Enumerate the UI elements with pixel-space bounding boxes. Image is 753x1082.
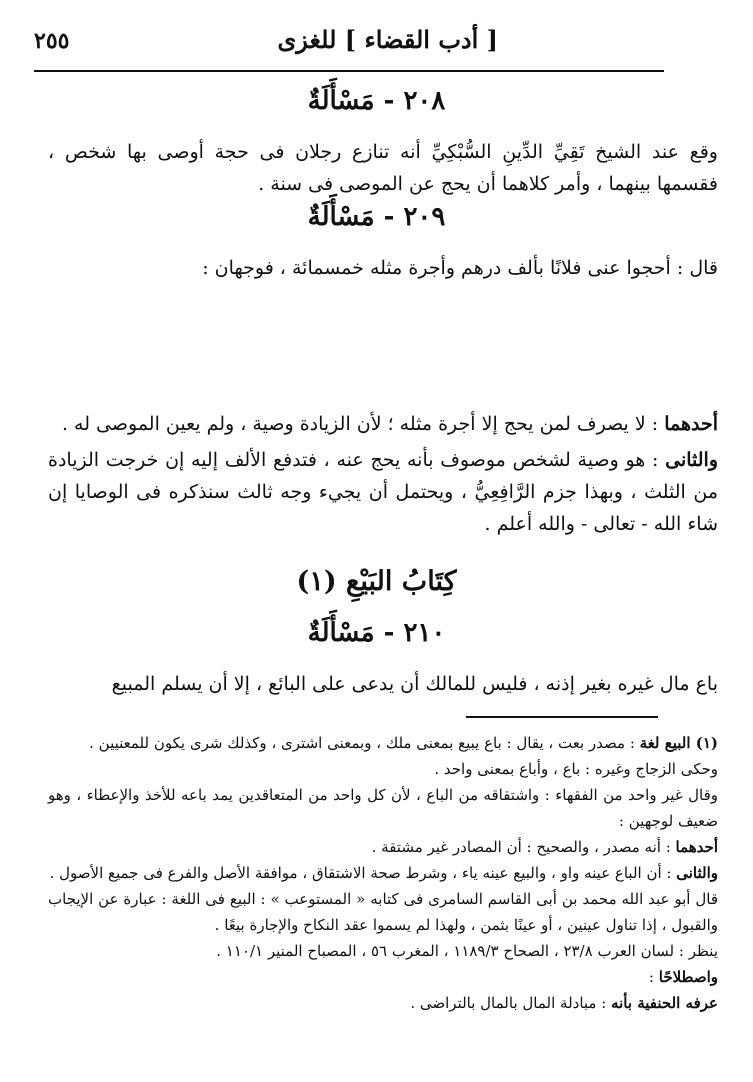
section-208-paragraph: وقع عند الشيخ تَقِيِّ الدِّينِ السُّبْكِيِّ أنه تنازع رجلان فى حجة أوصى بها شخص ، فقسمها بينهما ، وأمر كلاهما أن يحج عن الموصى فى سنة . [48,141,718,195]
running-title: [ أدب القضاء ] للغزى [277,25,498,54]
section-210-body [48,668,718,700]
footnote-lead: أحدهما [675,838,718,856]
footnote-lead: عرفه الحنفية بأنه [611,994,718,1012]
footnote-text: : [648,968,659,986]
footnote-text: ينظر : لسان العرب ٢٣/٨ ، الصحاح ١١٨٩/٣ ، المغرب ٥٦ ، المصباح المنير ١١٠/١ . [216,942,718,960]
section-heading-209: ٢٠٩ - مَسْأَلَةٌ [307,202,446,232]
section-209-paragraph: قال : أحجوا عنى فلانًا بألف درهم وأجرة مثله خمسمائة ، فوجهان : [202,257,718,279]
footnote-text: وقال غير واحد من الفقهاء : واشتقاقه من الباع ، لأن كل واحد من المتعاقدين يمد باعه للأخذ والإعطاء ، وهو ضعيف لوجهين : [48,786,718,830]
section-208-body [48,136,718,200]
paragraph-text: : لا يصرف لمن يحج إلا أجرة مثله ؛ لأن الزيادة وصية ، ولم يعين الموصى له . [61,413,665,435]
footnote-lead: واصطلاحًا [658,968,718,986]
section-210-paragraph: باع مال غيره بغير إذنه ، فليس للمالك أن يدعى على البائع ، إلا أن يسلم المبيع [111,673,718,695]
footnote-text: : أنه مصدر ، والصحيح : أن المصادر غير مشتقة . [371,838,676,856]
footnote-line [48,730,718,756]
footnote-text: : أن الباع عينه واو ، والبيع عينه ياء ، وشرط صحة الاشتقاق ، موافقة الأصل والفرع فى جميع الأصول . [49,864,677,882]
continuation-paragraph-2 [48,444,718,540]
continuation-body [48,408,718,540]
continuation-paragraph-1 [48,408,718,440]
section-heading-208: ٢٠٨ - مَسْأَلَةٌ [307,86,446,116]
header-rule [34,70,664,72]
footnote-line [48,886,718,938]
footnote-text: : مصدر بعت ، يقال : باع يبيع بمعنى ملك ، وبمعنى اشترى ، وكذلك شرى يكون للمعنيين . [89,734,640,752]
footnote-line [48,938,718,964]
footnotes [48,730,718,1016]
footnote-line [48,834,718,860]
section-heading-210: ٢١٠ - مَسْأَلَةٌ [307,618,446,648]
section-209-body [48,252,718,284]
lead-term: أحدهما [664,413,718,435]
lead-term: والثانى [665,449,718,471]
footnote-lead: والثانى [676,864,718,882]
footnote-line [48,756,718,782]
footnote-line [48,990,718,1016]
footnote-line [48,964,718,990]
footnote-line [48,782,718,834]
footnote-lead: (١) البيع لغة [639,734,718,752]
footnote-line [48,860,718,886]
book-title: كِتَابُ البَيْعِ (١) [296,566,457,597]
page-number: ٢٥٥ [34,28,70,54]
footnote-text: : مبادلة المال بالمال بالتراضى . [410,994,612,1012]
footnote-text: وحكى الزجاج وغيره : باع ، وأباع بمعنى واحد . [434,760,718,778]
paragraph-text: : هو وصية لشخص موصوف بأنه يحج عنه ، فتدفع الألف إليه إن خرجت الزيادة من الثلث ، وبهذا جزم الرَّافِعِيُّ ، ويحتمل أن يجيء وجه ثالث سنذكره فى الوصايا إن شاء الله - تعالى - والله أعلم . [48,449,718,535]
footnote-text: قال أبو عبد الله محمد بن أبى القاسم السامرى فى كتابه « المستوعب » : البيع فى اللغة : عبارة عن الإيجاب والقبول ، إذا تناول عينين ، أو عينًا بثمن ، ولهذا لم يسموا عقد النكاح والإجارة بيعًا . [48,890,718,934]
footnote-rule [466,716,658,718]
